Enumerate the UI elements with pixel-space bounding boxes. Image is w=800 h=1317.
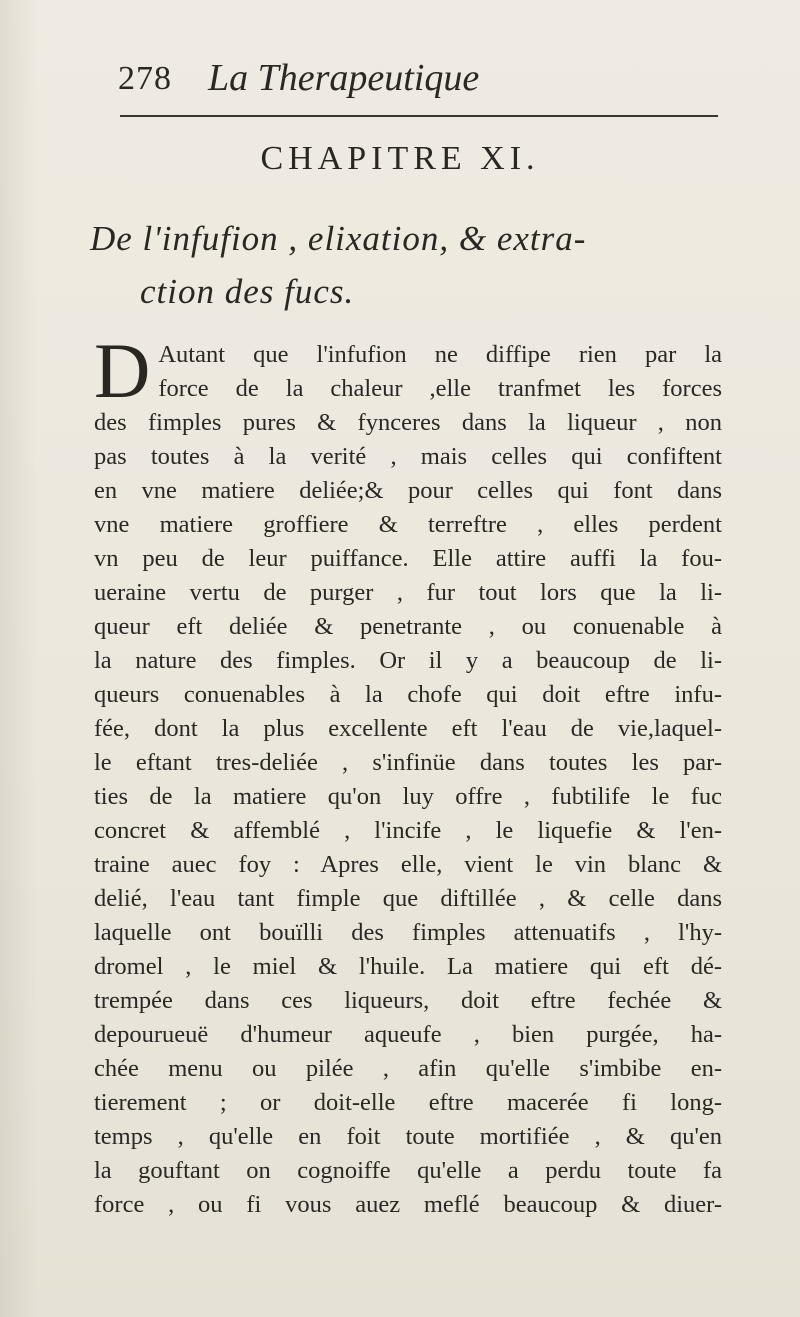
- text-line: ties de la matiere qu'on luy offre , fubtilife le fuc: [94, 783, 722, 810]
- text-line: concret & affemblé , l'incife , le liquefie & l'en-: [94, 817, 722, 844]
- text-line: temps , qu'elle en foit toute mortifiée , & qu'en: [94, 1123, 722, 1150]
- text-line: chée menu ou pilée , afin qu'elle s'imbibe en-: [94, 1055, 722, 1082]
- text-line: vne matiere groffiere & terreftre , elles perdent: [94, 511, 722, 538]
- text-line: tierement ; or doit-elle eftre macerée fi long-: [94, 1089, 722, 1116]
- running-title: La Therapeutique: [208, 57, 480, 99]
- text-line: depourueuë d'humeur aqueufe , bien purgée, ha-: [94, 1021, 722, 1048]
- text-line: le eftant tres-deliée , s'infinüe dans toutes les par-: [94, 749, 722, 776]
- text-line: delié, l'eau tant fimple que diftillée , & celle dans: [94, 885, 722, 912]
- page-number: 278: [118, 60, 172, 97]
- text-line: la nature des fimples. Or il y a beaucoup de li-: [94, 647, 722, 674]
- chapter-title-line-1: De l'infufion , elixation, & extra-: [90, 219, 587, 258]
- page-edge-shadow: [0, 0, 38, 1317]
- chapter-title: [90, 212, 730, 318]
- text-line: Autant que l'infufion ne diffipe rien par la: [158, 341, 722, 368]
- text-line: la gouftant on cognoiffe qu'elle a perdu toute fa: [94, 1157, 722, 1184]
- text-line: dromel , le miel & l'huile. La matiere qui eft dé-: [94, 953, 722, 980]
- text-line: queur eft deliée & penetrante , ou conuenable à: [94, 613, 722, 640]
- body-paragraph: [94, 327, 722, 1222]
- text-line: queurs conuenables à la chofe qui doit eftre infu-: [94, 681, 722, 708]
- chapter-heading: CHAPITRE XI.: [260, 140, 540, 177]
- text-line: des fimples pures & fynceres dans la liqueur , non: [94, 409, 722, 436]
- text-line: laquelle ont bouïlli des fimples attenuatifs , l'hy-: [94, 919, 722, 946]
- text-line: en vne matiere deliée;& pour celles qui font dans: [94, 477, 722, 504]
- text-line: force , ou fi vous auez meflé beaucoup & diuer-: [94, 1191, 722, 1218]
- drop-cap: D: [94, 327, 151, 414]
- text-line: vn peu de leur puiffance. Elle attire auffi la fou-: [94, 545, 722, 572]
- text-line: ueraine vertu de purger , fur tout lors que la li-: [94, 579, 722, 606]
- running-head: [118, 56, 738, 106]
- text-line: force de la chaleur ,elle tranfmet les forces: [158, 375, 722, 402]
- text-line: traine auec foy : Apres elle, vient le vin blanc &: [94, 851, 722, 878]
- text-line: fée, dont la plus excellente eft l'eau de vie,laquel-: [94, 715, 722, 742]
- header-rule: [120, 115, 718, 117]
- chapter-title-line-2: ction des fucs.: [140, 272, 355, 311]
- text-line: pas toutes à la verité , mais celles qui confiftent: [94, 443, 722, 470]
- text-line: trempée dans ces liqueurs, doit eftre fechée &: [94, 987, 722, 1014]
